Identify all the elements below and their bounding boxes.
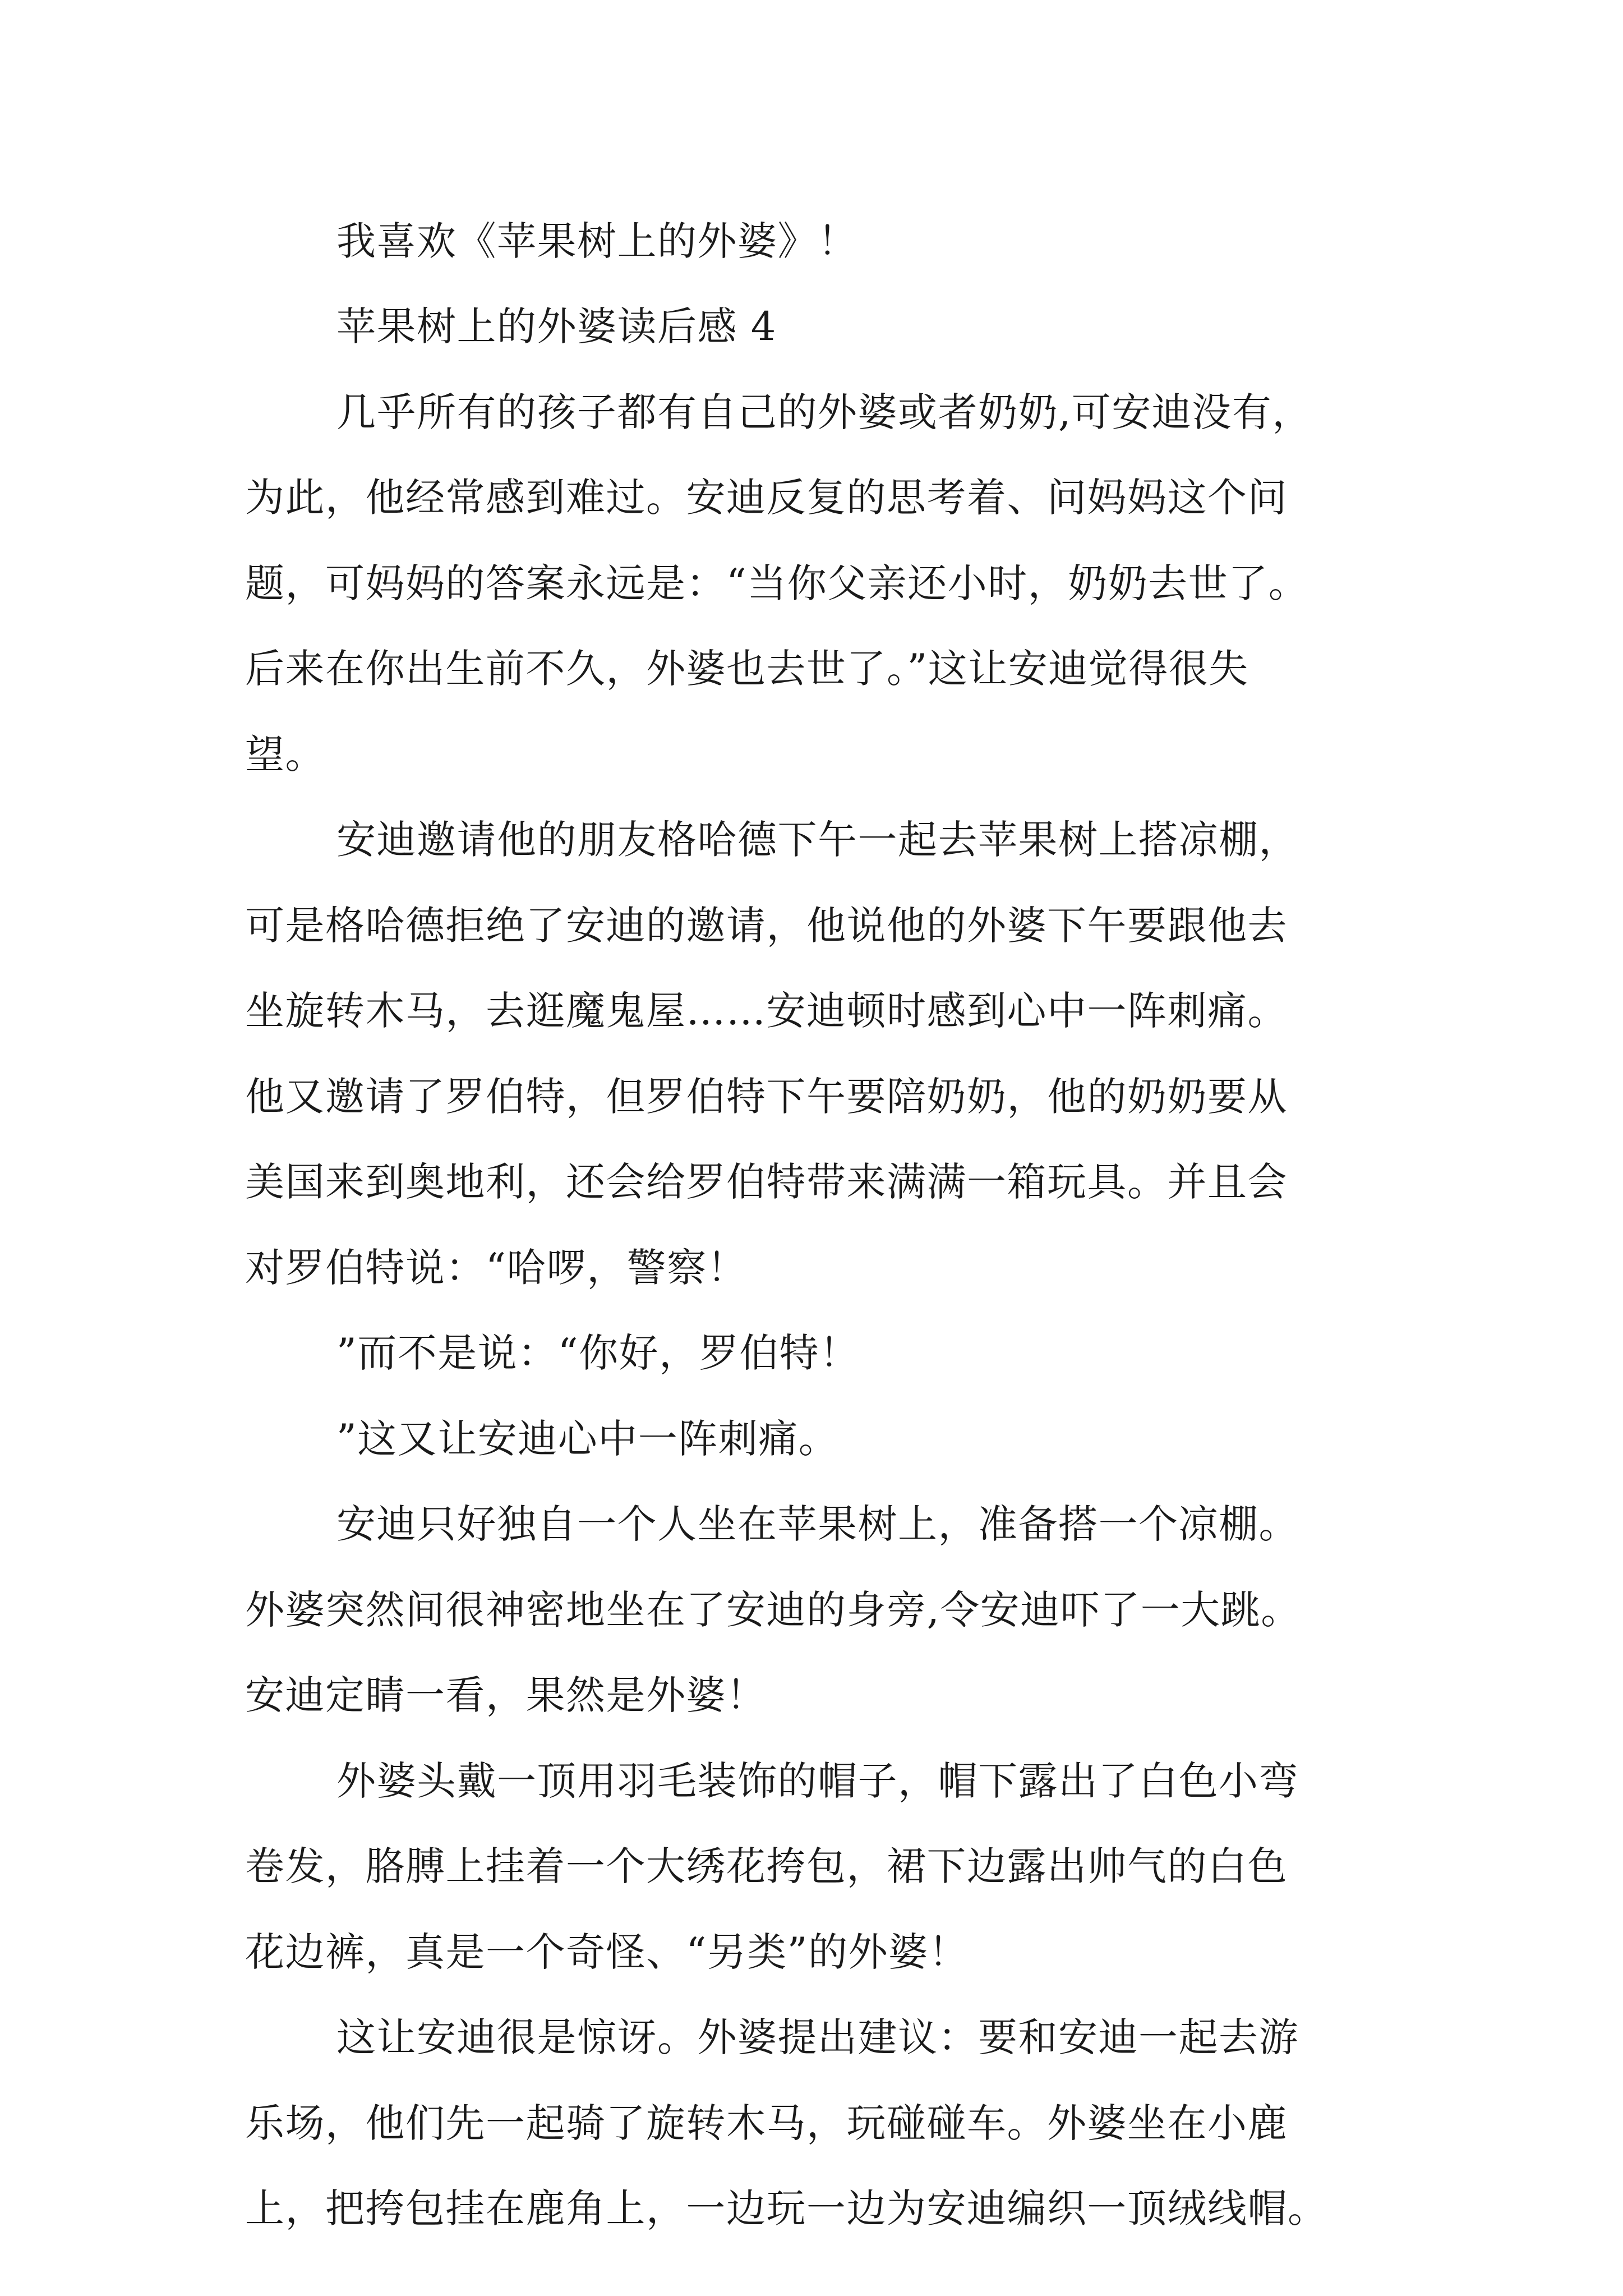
text-line-7: 望。 <box>245 731 325 777</box>
text-line-19: 外婆头戴一顶用羽毛装饰的帽子，帽下露出了白色小弯 <box>336 1758 1299 1804</box>
text-line-6: 后来在你出生前不久，外婆也去世了。”这让安迪觉得很失 <box>245 646 1249 692</box>
text-line-4: 为此，他经常感到难过。安迪反复的思考着、问妈妈这个问 <box>245 475 1288 521</box>
text-line-12: 美国来到奥地利，还会给罗伯特带来满满一箱玩具。并且会 <box>245 1159 1288 1205</box>
text-line-21: 花边裤，真是一个奇怪、“另类”的外婆！ <box>245 1929 969 1975</box>
text-line-10: 坐旋转木马，去逛魔鬼屋……安迪顿时感到心中一阵刺痛。 <box>245 988 1288 1034</box>
text-line-5: 题，可妈妈的答案永远是：“当你父亲还小时，奶奶去世了。 <box>245 560 1309 606</box>
text-line-18: 安迪定睛一看，果然是外婆！ <box>245 1672 767 1718</box>
text-line-24: 上，把挎包挂在鹿角上，一边玩一边为安迪编织一顶绒线帽。 <box>245 2185 1328 2231</box>
text-line-15: ”这又让安迪心中一阵刺痛。 <box>336 1416 839 1462</box>
text-line-11: 他又邀请了罗伯特，但罗伯特下午要陪奶奶，他的奶奶要从 <box>245 1074 1288 1120</box>
text-line-3: 几乎所有的孩子都有自己的外婆或者奶奶,可安迪没有， <box>336 389 1312 435</box>
text-line-17: 外婆突然间很神密地坐在了安迪的身旁,令安迪吓了一大跳。 <box>245 1587 1301 1633</box>
text-line-13: 对罗伯特说：“哈啰，警察！ <box>245 1245 748 1291</box>
text-line-20: 卷发，胳膊上挂着一个大绣花挎包，裙下边露出帅气的白色 <box>245 1843 1288 1889</box>
text-line-14: ”而不是说：“你好，罗伯特！ <box>336 1330 860 1376</box>
text-line-9: 可是格哈德拒绝了安迪的邀请，他说他的外婆下午要跟他去 <box>245 903 1288 949</box>
text-line-23: 乐场，他们先一起骑了旋转木马，玩碰碰车。外婆坐在小鹿 <box>245 2100 1288 2146</box>
text-line-22: 这让安迪很是惊讶。外婆提出建议：要和安迪一起去游 <box>336 2014 1299 2060</box>
section-heading: 苹果树上的外婆读后感 4 <box>336 303 777 349</box>
text-line-1: 我喜欢《苹果树上的外婆》！ <box>336 218 858 264</box>
text-line-8: 安迪邀请他的朋友格哈德下午一起去苹果树上搭凉棚， <box>336 817 1299 863</box>
text-line-16: 安迪只好独自一个人坐在苹果树上，准备搭一个凉棚。 <box>336 1501 1299 1547</box>
